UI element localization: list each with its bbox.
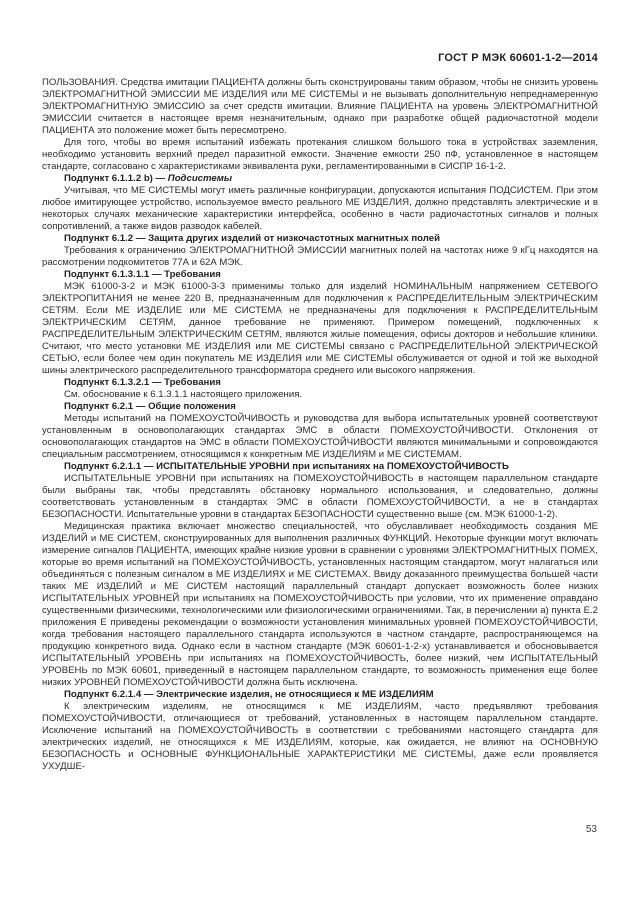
section-heading: [42, 377, 598, 389]
paragraph: Медицинская практика включает множество специальностей, что обуславливает необходимость создания МЕ ИЗДЕЛИЙ и МЕ СИСТЕМ, сконструированных для выполнения различных ФУНКЦИЙ. Некоторые функции могут включать измерение сигналов ПАЦИЕНТА, имеющих крайне низкие уровни в сравнении с уровнями ЭЛЕКТРОМАГНИТНЫХ ПОМЕХ, которые во время испытаний на ПОМЕХОУСТОЙЧИВОСТЬ, установленных настоящим стандартом, могут налагаться или объединяться с полезным сигналом в МЕ ИЗДЕЛИЯХ и МЕ СИСТЕМАХ. Ввиду доказанного преимущества большей части таких МЕ ИЗДЕЛИЙ и МЕ СИСТЕМ настоящий параллельный стандарт допускает возможность более низких ИСПЫТАТЕЛЬНЫХ УРОВНЕЙ при испытаниях на ПОМЕХОУСТОЙЧИВОСТЬ при условии, что их применение оправдано существенными физическими, технологическими или физиологическими ограничениями. Так, в перечислении а) пункта Е.2 приложения Е приведены рекомендации о возможности установления минимальных уровней ПОМЕХОУСТОЙЧИВОСТИ, когда требования настоящего параллельного стандарта используются в частном стандарте, распространяющемся на продукцию конкретного вида. Однако если в частном стандарте (МЭК 60601-1-2-х) устанавливается и обосновывается ИСПЫТАТЕЛЬНЫЙ УРОВЕНЬ при испытаниях на ПОМЕХОУСТОЙЧИВОСТЬ, более низкий, чем ИСПЫТАТЕЛЬНЫЙ УРОВЕНЬ по МЭК 60601, приведенный в настоящем параллельном стандарте, то возможность применения еще более низких УРОВНЕЙ ПОМЕХОУСТОЙЧИВОСТИ должна быть исключена.: [42, 521, 598, 688]
heading-label: Подпункт 6.1.2 —: [64, 233, 149, 244]
section-heading: [42, 461, 598, 473]
heading-label: Подпункт 6.2.1.4 —: [64, 689, 157, 700]
heading-label: Подпункт 6.1.1.2 b) —: [64, 173, 168, 184]
paragraph: См. обоснование к 6.1.3.1.1 настоящего приложения.: [64, 389, 303, 400]
heading-title: Подсистемы: [167, 173, 233, 184]
heading-label: Подпункт 6.1.3.1.1 —: [64, 269, 165, 280]
heading-label: Подпункт 6.2.1.1 —: [64, 461, 157, 472]
heading-title: Общие положения: [148, 401, 236, 412]
heading-label: Подпункт 6.2.1 —: [64, 401, 149, 412]
section-heading: [42, 173, 598, 185]
section-heading: [42, 269, 598, 281]
paragraph: Методы испытаний на ПОМЕХОУСТОЙЧИВОСТЬ и руководства для выбора испытательных уровней соответствуют установленным в основополагающих стандартах ЭМС в области ПОМЕХОУСТОЙЧИВОСТИ. Отклонения от основополагающих стандартов на ЭМС в области ПОМЕХОУСТОЙЧИВОСТИ являются минимальными и сопровождаются специальным рассмотрением, относящимся к конкретным МЕ ИЗДЕЛИЯМ и МЕ СИСТЕМАМ.: [42, 413, 598, 460]
page-number: 53: [585, 824, 597, 835]
section-heading: [42, 401, 598, 413]
paragraph: К электрическим изделиям, не относящимся к МЕ ИЗДЕЛИЯМ, часто предъявляют требования ПОМЕХОУСТОЙЧИВОСТИ, отличающиеся от требований, установленных в настоящем параллельном стандарте. Исключение испытаний на ПОМЕХОУСТОЙЧИВОСТЬ в соответствии с требованиями настоящего стандарта для электрических изделий, не относящихся к МЕ ИЗДЕЛИЯМ, которые, как ожидается, не влияют на ОСНОВНУЮ БЕЗОПАСНОСТЬ и ОСНОВНЫЕ ФУНКЦИОНАЛЬНЫЕ ХАРАКТЕРИСТИКИ МЕ СИСТЕМЫ, даже если проявляется УХУДШЕ-: [42, 701, 598, 772]
paragraph: Учитывая, что МЕ СИСТЕМЫ могут иметь различные конфигурации, допускаются испытания ПОДСИСТЕМ. При этом любое имитирующее устройство, используемое вместо реального МЕ ИЗДЕЛИЯ, должно представлять электрические и в некоторых случаях механические характеристики интерфейса, особенно в части радиочастотных сигналов и полных сопротивлений, а также видов разводок кабелей.: [42, 185, 598, 232]
paragraph: Требования к ограничению ЭЛЕКТРОМАГНИТНОЙ ЭМИССИИ магнитных полей на частотах ниже 9 кГц находятся на рассмотрении подкомитетов 77А и 62А МЭК.: [42, 245, 598, 268]
paragraph: МЭК 61000-3-2 и МЭК 61000-3-3 применимы только для изделий НОМИНАЛЬНЫМ напряжением СЕТЕВОГО ЭЛЕКТРОПИТАНИЯ не менее 220 В, предназначенным для подключения к РАСПРЕДЕЛИТЕЛЬНЫМ ЭЛЕКТРИЧЕСКИМ СЕТЯМ. Если МЕ ИЗДЕЛИЕ или МЕ СИСТЕМА не предназначены для подключения к РАСПРЕДЕЛИТЕЛЬНЫМ ЭЛЕКТРИЧЕСКИМ СЕТЯМ, данное требование не применяют. Примером помещений, подключенных к РАСПРЕДЕЛИТЕЛЬНЫМ ЭЛЕКТРИЧЕСКИМ СЕТЯМ, являются жилые помещения, офисы докторов и небольшие клиники. Считают, что место установки МЕ ИЗДЕЛИЯ или МЕ СИСТЕМЫ связано с РАСПРЕДЕЛИТЕЛЬНОЙ ЭЛЕКТРИЧЕСКОЙ СЕТЬЮ, если более чем один покупатель МЕ ИЗДЕЛИЯ или МЕ СИСТЕМЫ обслуживается от одной и той же выходной шины электрического распределительного трансформатора среднего или высокого напряжения.: [42, 281, 598, 376]
heading-label: Подпункт 6.1.3.2.1 —: [64, 377, 165, 388]
heading-title: Защита других изделий от низкочастотных магнитных полей: [148, 233, 440, 244]
heading-title: Требования: [164, 269, 221, 280]
heading-title: ИСПЫТАТЕЛЬНЫЕ УРОВНИ при испытаниях на ПОМЕХОУСТОЙЧИВОСТЬ: [156, 461, 509, 472]
paragraph: ИСПЫТАТЕЛЬНЫЕ УРОВНИ при испытаниях на ПОМЕХОУСТОЙЧИВОСТЬ в настоящем параллельном стандарте были выбраны так, чтобы представлять обстановку нормального использования, и следовательно, должны соответствовать установленным в стандартах ЭМС в области ПОМЕХОУСТОЙЧИВОСТИ, а не в стандартах БЕЗОПАСНОСТИ. Испытательные уровни в стандартах БЕЗОПАСНОСТИ существенно выше (см. МЭК 61000-1-2).: [42, 473, 598, 520]
section-heading: [42, 233, 598, 245]
section-heading: [42, 689, 598, 701]
document-body: [42, 77, 598, 773]
running-header: ГОСТ Р МЭК 60601-1-2—2014: [438, 52, 598, 64]
paragraph: Для того, чтобы во время испытаний избежать протекания слишком большого тока в устройствах заземления, необходимо установить верхний предел паразитной емкости. Значение емкости 250 пФ, установленное в настоящем стандарте, согласовано с характеристиками эквивалента руки, регламентированными в СИСПР 16-1-2.: [42, 137, 598, 172]
heading-title: Требования: [164, 377, 221, 388]
paragraph: ПОЛЬЗОВАНИЯ. Средства имитации ПАЦИЕНТА должны быть сконструированы таким образом, чтобы не снизить уровень ЭЛЕКТРОМАГНИТНОЙ ЭМИССИИ МЕ ИЗДЕЛИЯ или МЕ СИСТЕМЫ и не вызывать дополнительную непреднамеренную ЭЛЕКТРОМАГНИТНУЮ ЭМИССИЮ за счет средств имитации. Влияние ПАЦИЕНТА на уровень ЭЛЕКТРОМАГНИТНОЙ ЭМИССИИ считается в настоящее время незначительным, однако при разработке общей радиочастотной модели ПАЦИЕНТА это положение может быть пересмотрено.: [42, 77, 598, 136]
heading-title: Электрические изделия, не относящиеся к МЕ ИЗДЕЛИЯМ: [156, 689, 434, 700]
